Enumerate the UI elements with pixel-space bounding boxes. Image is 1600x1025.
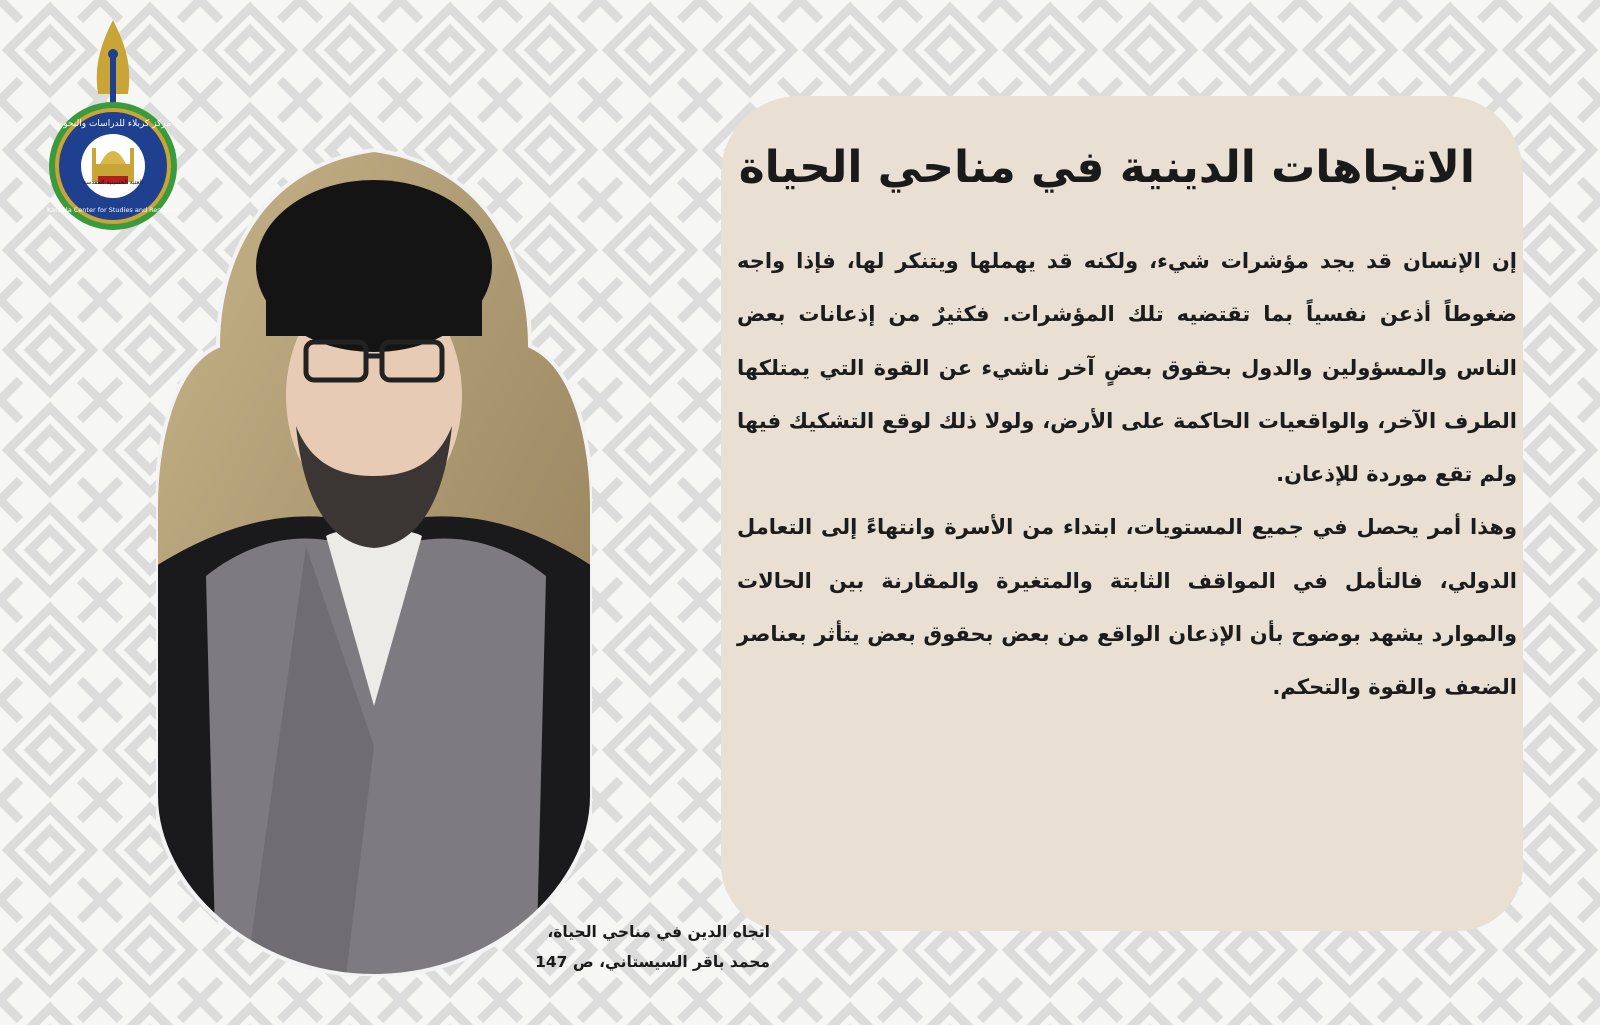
- logo-arabic-text: مركز كربلاء للدراسات والبحوث: [54, 119, 172, 129]
- portrait-frame: [156, 146, 592, 976]
- citation-line-book: اتجاه الدين في مناحي الحياة،: [547, 923, 770, 941]
- logo-badge-text: العتبة الحسينية المقدسة: [83, 179, 143, 186]
- article-paragraph: وهذا أمر يحصل في جميع المستويات، ابتداء من الأسرة وانتهاءً إلى التعامل الدولي، فالتأمل في المواقف الثابتة والمتغيرة والمقارنة بين الحالات والموارد يشهد بوضوح بأن الإذعان الواقع من بعض بحقوق بعض يتأثر بعناصر الضعف والقوة والتحكم.: [737, 515, 1517, 700]
- page-title: الاتجاهات الدينية في مناحي الحياة: [738, 142, 1475, 193]
- source-citation: [440, 917, 770, 977]
- article-paragraph: إن الإنسان قد يجد مؤشرات شيء، ولكنه قد يهملها ويتنكر لها، فإذا واجه ضغوطاً أذعن نفسياً بما تقتضيه تلك المؤشرات. فكثيرٌ من إذعانات بعض الناس والمسؤولين والدول بحقوق بعضٍ آخر ناشيء عن القوة التي يمتلكها الطرف الآخر، والواقعيات الحاكمة على الأرض، ولولا ذلك لوقع التشكيك فيها ولم تقع موردة للإذعان.: [737, 249, 1517, 487]
- citation-line-author: محمد باقر السيستاني، ص 147: [535, 953, 770, 971]
- pen-nib-icon: [97, 20, 129, 114]
- article-body: [737, 235, 1517, 715]
- logo-english-text: Karbala Center for Studies and Research: [46, 206, 180, 214]
